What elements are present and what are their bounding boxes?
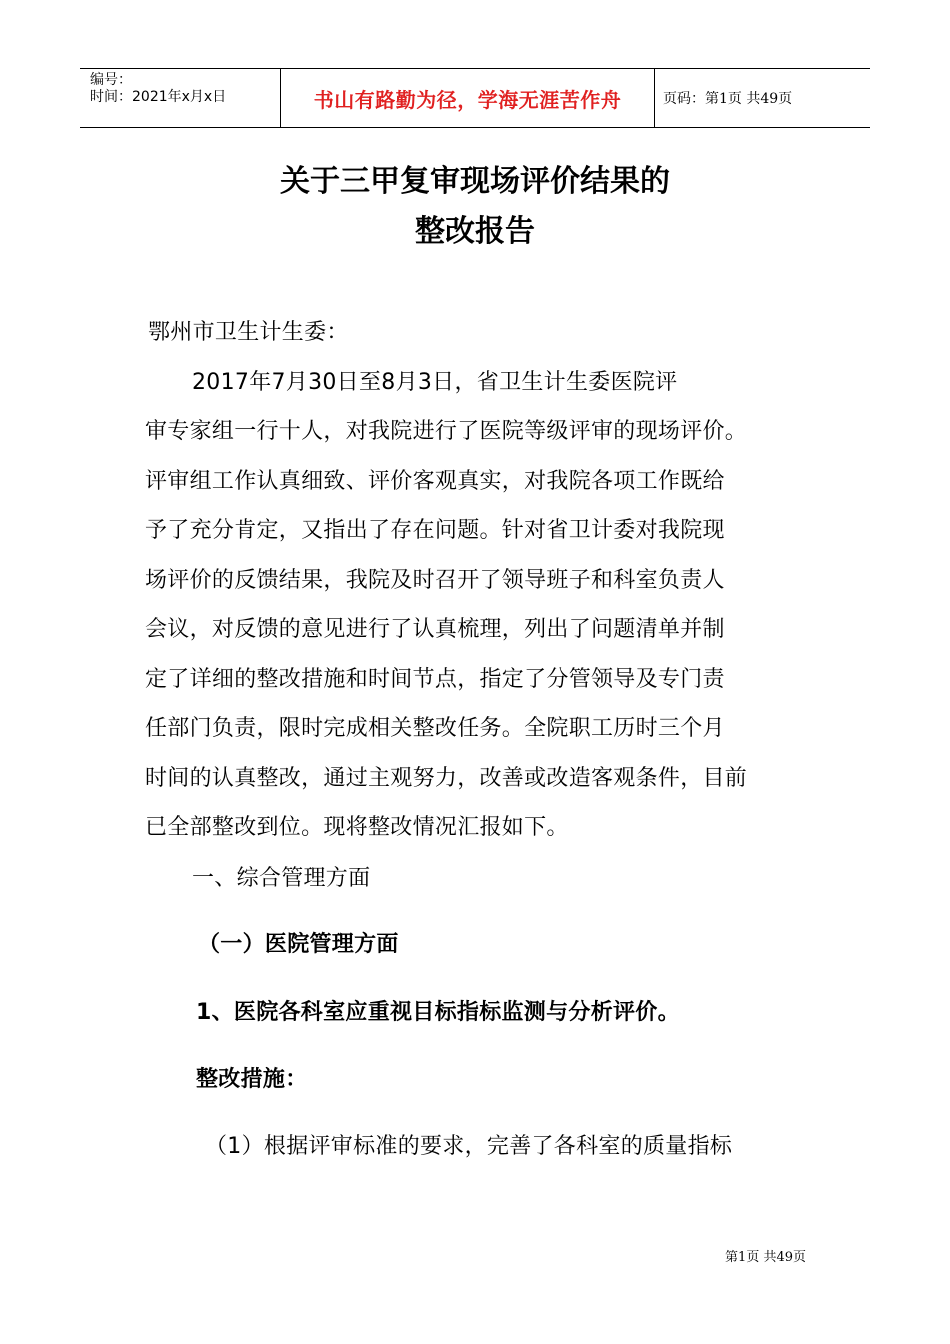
paragraph-line: 会议，对反馈的意见进行了认真梳理，列出了问题清单并制 [145, 617, 725, 642]
paragraph-line: 定了详细的整改措施和时间节点，指定了分管领导及专门责 [145, 667, 725, 692]
document-title-line-1: 关于三甲复审现场评价结果的 [280, 164, 670, 199]
section-heading: 一、综合管理方面 [192, 866, 371, 891]
paragraph-line: 任部门负责，限时完成相关整改任务。全院职工历时三个月 [145, 716, 725, 741]
header-page-info: 页码：第1页 共49页 [663, 91, 793, 107]
subsection-heading: （一）医院管理方面 [198, 932, 399, 957]
measures-label: 整改措施： [196, 1067, 308, 1092]
paragraph-line: 予了充分肯定，又指出了存在问题。针对省卫计委对我院现 [145, 518, 725, 543]
paragraph-line: 时间的认真整改，通过主观努力，改善或改造客观条件，目前 [145, 766, 748, 791]
paragraph-line: 场评价的反馈结果，我院及时召开了领导班子和科室负责人 [145, 568, 725, 593]
paragraph-line: 2017年7月30日至8月3日，省卫生计生委医院评 [192, 370, 678, 395]
header-meta-cell [80, 69, 281, 127]
salutation: 鄂州市卫生计生委： [148, 320, 349, 345]
paragraph-line: 已全部整改到位。现将整改情况汇报如下。 [145, 815, 569, 840]
item-heading: 1、医院各科室应重视目标指标监测与分析评价。 [196, 1000, 680, 1025]
measure-item: （1）根据评审标准的要求，完善了各科室的质量指标 [205, 1134, 733, 1159]
document-title-line-2: 整改报告 [415, 214, 535, 249]
paragraph-line: 评审组工作认真细致、评价客观真实，对我院各项工作既给 [145, 469, 725, 494]
paragraph-line: 审专家组一行十人，对我院进行了医院等级评审的现场评价。 [145, 419, 748, 444]
document-header [80, 68, 870, 128]
document-time-label: 时间：2021年x月x日 [90, 89, 227, 105]
document-number-label: 编号： [90, 72, 132, 88]
header-motto: 书山有路勤为径，学海无涯苦作舟 [281, 69, 655, 127]
footer-page-info: 第1页 共49页 [725, 1250, 806, 1265]
